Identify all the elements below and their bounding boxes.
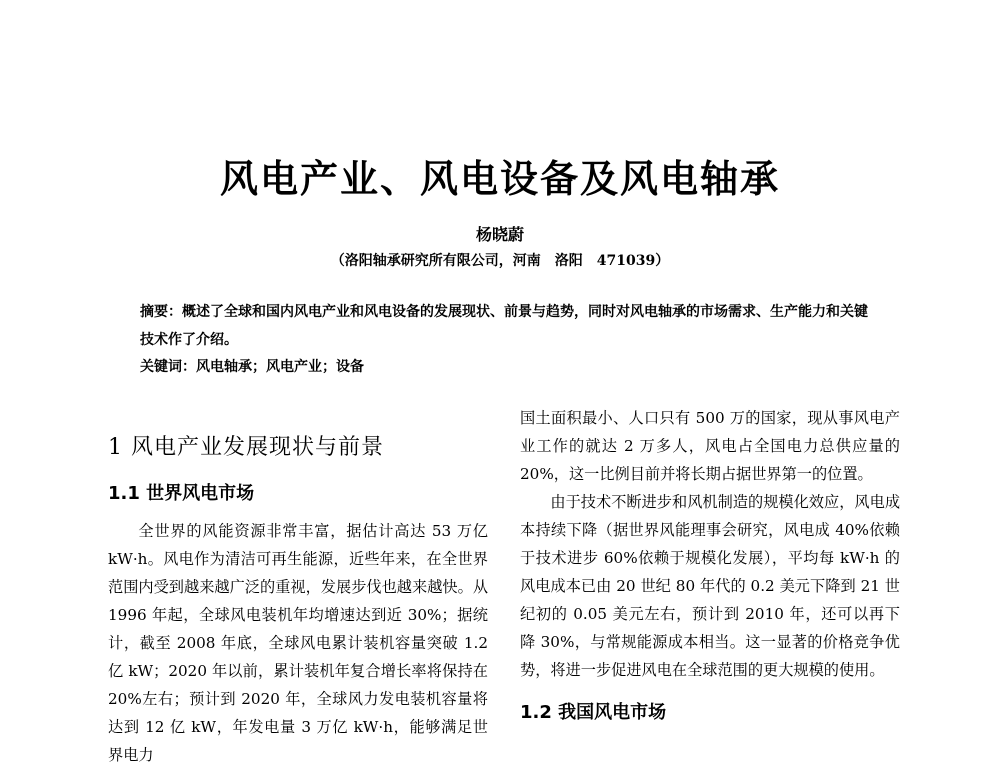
body-paragraph-continued: 国土面积最小、人口只有 500 万的国家，现从事风电产业工作的就达 2 万多人，风电占全国电力总供应量的 20%，这一比例目前并将长期占据世界第一的位置。 — [520, 409, 900, 483]
right-column — [520, 404, 900, 736]
author-name: 杨晓蔚 — [475, 225, 524, 244]
abstract-text: 概述了全球和国内风电产业和风电设备的发展现状、前景与趋势，同时对风电轴承的市场需求、生产能力和关键技术作了介绍。 — [140, 304, 868, 348]
body-paragraph-world-market: 全世界的风能资源非常丰富，据估计高达 53 万亿 kW·h。风电作为清洁可再生能源，近些年来，在全世界范围内受到越来越广泛的重视，发展步伐也越来越快。从 1996 年起，全球风电装机年均增速达到近 30%；据统计，截至 2008 年底，全球风电累计装机容量突破 1.2 亿 kW；2020 年以前，累计装机年复合增长率将保持在 20%左右；预计到 2020 年，全球风力发电装机容量将达到 12 亿 kW，年发电量 3 万亿 kW·h，能够满足世界电力 — [108, 522, 488, 764]
keywords — [140, 356, 870, 376]
author-affiliation: （洛阳轴承研究所有限公司，河南 洛阳 471039） — [330, 253, 670, 269]
section-1-2-heading: 1.2 我国风电市场 — [520, 702, 667, 723]
keywords-label: 关键词： — [140, 359, 196, 375]
section-1-heading: 1 风电产业发展现状与前景 — [108, 435, 384, 460]
section-1-1-heading: 1.1 世界风电市场 — [108, 483, 255, 504]
paper-title: 风电产业、风电设备及风电轴承 — [219, 157, 780, 201]
left-column — [108, 420, 488, 769]
abstract-label: 摘要： — [140, 304, 182, 320]
body-paragraph-cost: 由于技术不断进步和风机制造的规模化效应，风电成本持续下降（据世界风能理事会研究，风电成 40%依赖于技术进步 60%依赖于规模化发展），平均每 kW·h 的风电成本已由 20 世纪 80 年代的 0.2 美元下降到 21 世纪初的 0.05 美元左右，预计到 2010 年，还可以再下降 30%，与常规能源成本相当。这一显著的价格竞争优势，将进一步促进风电在全球范围的更大规模的使用。 — [520, 493, 900, 679]
keywords-text: 风电轴承；风电产业；设备 — [196, 359, 364, 375]
abstract — [140, 298, 870, 354]
